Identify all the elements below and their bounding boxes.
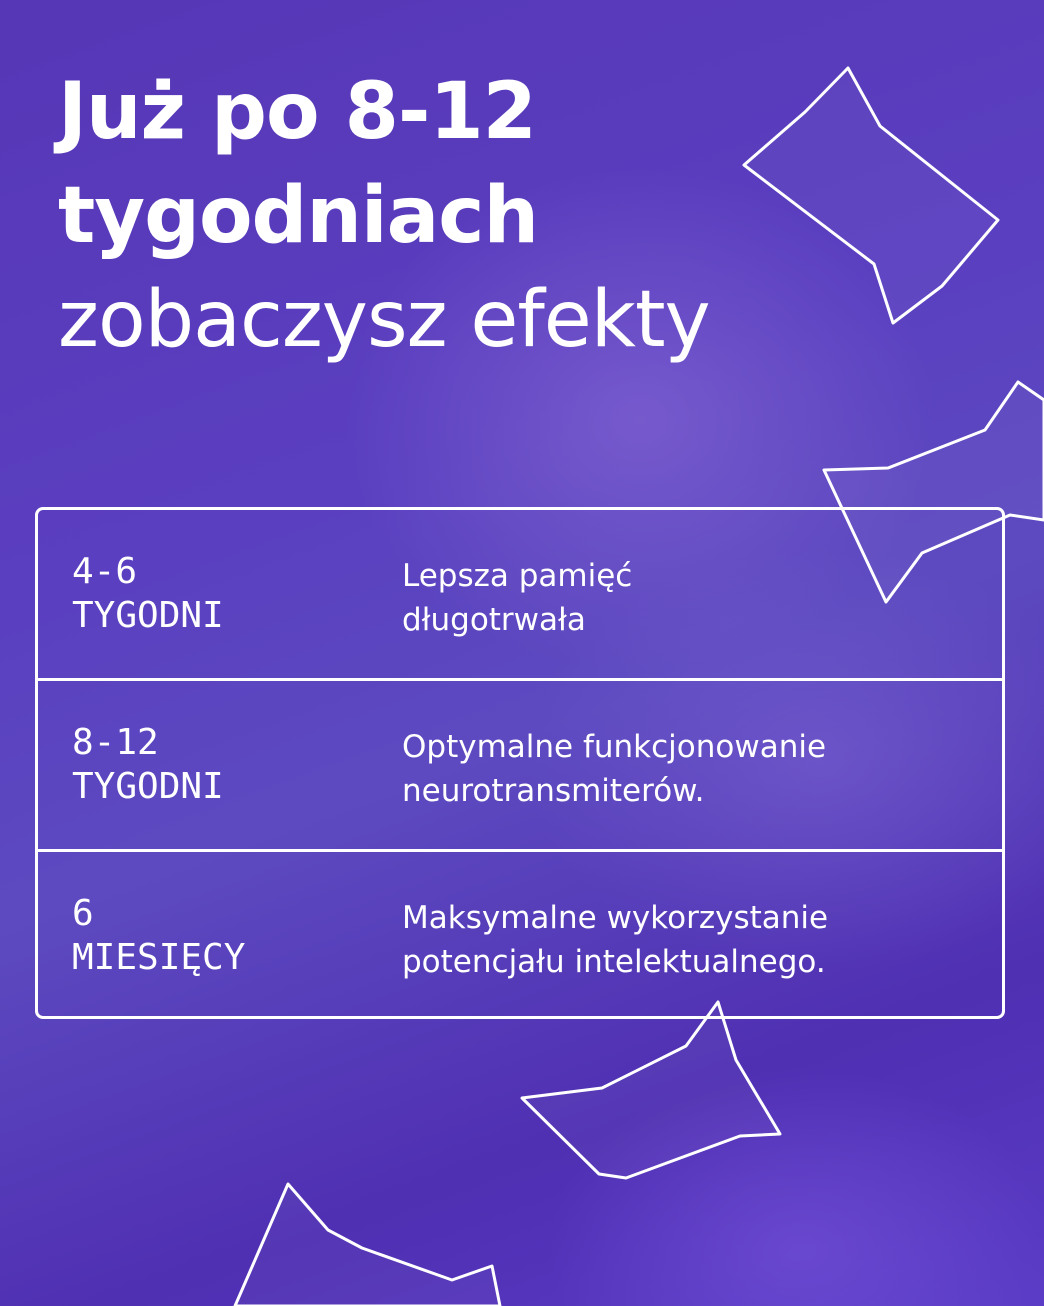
headline-line-1: Już po 8-12 xyxy=(58,67,536,157)
bowtie-shape-bottom-left xyxy=(235,1184,500,1306)
timeline-effect xyxy=(402,725,962,813)
timeline-row xyxy=(38,852,1002,1016)
timeline-effect xyxy=(402,896,962,984)
period-value: 8-12 xyxy=(72,722,159,763)
bowtie-shape-top-right xyxy=(744,68,998,323)
timeline-row xyxy=(38,510,1002,681)
period-unit: MIESIĘCY xyxy=(72,937,246,978)
timeline-period xyxy=(72,721,372,809)
bowtie-shape-bottom-center xyxy=(522,1002,780,1178)
period-unit: TYGODNI xyxy=(72,595,224,636)
effect-line: długotrwała xyxy=(402,602,586,638)
timeline-effect xyxy=(402,554,962,642)
timeline-table xyxy=(35,507,1005,1019)
timeline-period xyxy=(72,550,372,638)
effect-line: Optymalne funkcjonowanie xyxy=(402,729,827,765)
effect-line: Maksymalne wykorzystanie xyxy=(402,900,829,936)
timeline-period xyxy=(72,892,372,980)
headline-line-2: tygodniach xyxy=(58,171,539,261)
timeline-row xyxy=(38,681,1002,852)
period-value: 6 xyxy=(72,893,94,934)
effect-line: potencjału intelektualnego. xyxy=(402,944,826,980)
effect-line: Lepsza pamięć xyxy=(402,558,633,594)
effect-line: neurotransmiterów. xyxy=(402,773,705,809)
page-headline xyxy=(58,60,710,372)
headline-line-3: zobaczysz efekty xyxy=(58,275,710,365)
period-value: 4-6 xyxy=(72,551,138,592)
period-unit: TYGODNI xyxy=(72,766,224,807)
